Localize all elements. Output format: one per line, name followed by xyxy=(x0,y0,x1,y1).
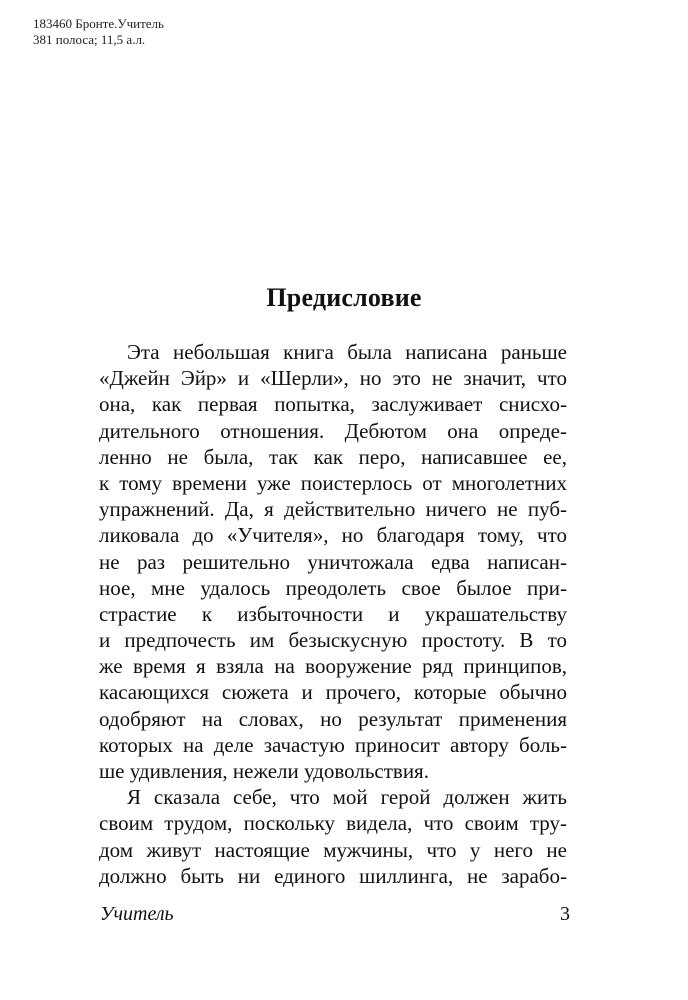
text-line: упражнений. Да, я действительно ничего не пуб- xyxy=(99,497,567,522)
print-header-line-1: 183460 Бронте.Учитель xyxy=(33,16,164,31)
body-text xyxy=(99,339,567,889)
text-line: которых на деле зачастую приносит автору боль- xyxy=(99,732,567,757)
text-line: ликовала до «Учителя», но благодаря тому, что xyxy=(99,523,567,548)
page-number: 3 xyxy=(560,903,570,925)
text-line: Я сказала себе, что мой герой должен жить xyxy=(127,785,567,810)
text-line: страстие к избыточности и украшательству xyxy=(99,601,567,626)
chapter-title: Предисловие xyxy=(266,283,422,312)
text-line: к тому времени уже поистерлось от многолетних xyxy=(99,470,567,495)
running-title: Учитель xyxy=(100,903,174,925)
text-line: не раз решительно уничтожала едва написан- xyxy=(99,549,567,574)
text-line: дом живут настоящие мужчины, что у него не xyxy=(99,837,567,862)
text-line: она, как первая попытка, заслуживает снисхо- xyxy=(99,392,567,417)
text-line: касающихся сюжета и прочего, которые обычно xyxy=(99,680,567,705)
text-line: же время я взяла на вооружение ряд принципов, xyxy=(99,654,567,679)
text-line: и предпочесть им безыскусную простоту. В то xyxy=(99,628,567,653)
text-line: ше удивления, нежели удовольствия. xyxy=(99,759,429,783)
text-line: Эта небольшая книга была написана раньше xyxy=(127,340,567,364)
text-line: своим трудом, поскольку видела, что своим тру- xyxy=(99,811,567,836)
text-line: должно быть ни единого шиллинга, не зарабо- xyxy=(99,863,567,888)
print-header-line-2: 381 полоса; 11,5 а.л. xyxy=(33,32,146,47)
text-line: дительного отношения. Дебютом она опреде- xyxy=(99,418,567,443)
text-line: «Джейн Эйр» и «Шерли», но это не значит, что xyxy=(99,366,567,391)
text-line: ленно не была, так как перо, написавшее ее, xyxy=(99,444,567,469)
print-header xyxy=(33,16,164,48)
text-line: одобряют на словах, но результат применения xyxy=(99,706,567,731)
text-line: ное, мне удалось преодолеть свое былое при- xyxy=(99,575,567,600)
